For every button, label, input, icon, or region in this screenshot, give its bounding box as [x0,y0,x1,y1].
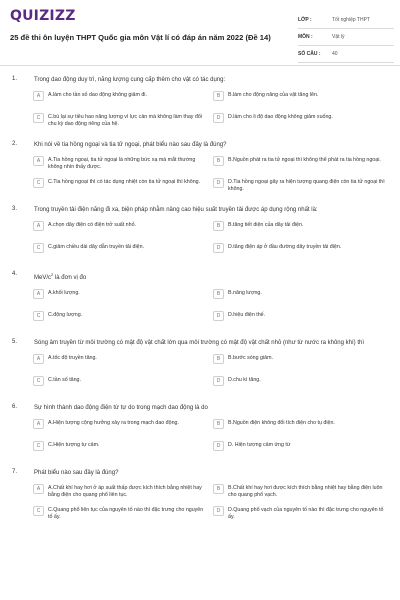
option-letter: D [213,243,224,253]
option-text: A.chọn dây điện có điện trở suất nhỏ. [48,222,136,228]
question-number: 3. [12,206,18,212]
option-b[interactable] [213,419,393,435]
option-letter: B [213,156,224,166]
option-letter: B [213,221,224,231]
question-item [0,404,400,463]
option-letter: A [33,354,44,364]
option-letter: C [33,311,44,321]
option-text: B.Nguồn phát ra tia tử ngoại thì không thể phát ra tia hồng ngoại. [228,157,381,163]
option-letter: C [33,178,44,188]
option-letter: C [33,243,44,253]
question-text [34,271,379,282]
option-grid [0,91,400,135]
option-d[interactable] [213,441,393,457]
question-item [0,141,400,200]
option-a[interactable] [33,354,213,370]
option-d[interactable] [213,376,393,392]
option-text: B.năng lượng. [228,290,262,296]
option-text: D.Quang phổ vạch của nguyên tố nào thì đặc trưng cho nguyên tố ấy. [228,507,384,520]
meta-key: MÔN : [298,34,313,40]
option-letter: B [213,484,224,494]
unit-text: MeV/c [34,275,52,281]
option-b[interactable] [213,156,393,172]
option-text: D.tăng điện áp ở đầu đường dây truyền tải điện. [228,244,342,250]
option-letter: B [213,419,224,429]
question-number: 2. [12,141,18,147]
option-letter: D [213,441,224,451]
question-text: Trong dao động duy trì, năng lượng cung cấp thêm cho vật có tác dụng: [34,77,226,83]
option-letter: C [33,113,44,123]
meta-row-subject [298,29,394,46]
option-text: C.động lượng. [48,312,83,318]
option-grid [0,289,400,333]
option-grid [0,354,400,398]
question-number: 1. [12,76,18,82]
option-text: D. Hiện tượng cảm ứng từ [228,442,291,448]
worksheet-title: 25 đề thi ôn luyện THPT Quốc gia môn Vật lí có đáp án năm 2022 (Đề 14) [10,33,271,42]
option-grid [0,419,400,463]
meta-key: LỚP : [298,17,312,23]
meta-value: 40 [332,51,338,57]
option-text: C.bù lại sự tiêu hao năng lượng vì lực cản mà không làm thay đổi chu kỳ dao động riêng của hệ. [48,114,202,127]
unit-exponent: 2 [51,272,54,277]
option-text: B.tăng tiết diện của dây tải điện. [228,222,304,228]
option-letter: A [33,156,44,166]
option-text: B.Nguồn điện không đổi tích điện cho tụ điện. [228,420,335,426]
option-text: B.bước sóng giảm. [228,355,274,361]
question-item [0,339,400,398]
option-letter: D [213,506,224,516]
question-item [0,271,400,333]
question-text: Phát biểu nào sau đây là đúng? [34,470,119,476]
option-letter: A [33,221,44,231]
option-d[interactable] [213,113,393,129]
option-letter: B [213,91,224,101]
meta-row-class [298,12,394,29]
option-a[interactable] [33,419,213,435]
option-a[interactable] [33,91,213,107]
option-d[interactable] [213,243,393,259]
question-item [0,76,400,135]
option-letter: C [33,506,44,516]
question-list [0,76,400,534]
worksheet-header [0,0,400,66]
option-text: D.làm cho li độ dao động không giảm xuống. [228,114,333,120]
option-d[interactable] [213,311,393,327]
option-c[interactable] [33,243,213,259]
option-letter: A [33,91,44,101]
option-text: C.Quang phổ liên tục của nguyên tố nào thì đặc trưng cho nguyên tố ấy. [48,507,204,520]
option-grid [0,156,400,200]
meta-key: SỐ CÂU : [298,51,321,57]
option-a[interactable] [33,484,213,500]
question-text-tail: là đơn vị đo [53,275,87,281]
option-b[interactable] [213,91,393,107]
option-d[interactable] [213,506,393,522]
meta-row-count [298,46,394,63]
option-letter: C [33,376,44,386]
option-b[interactable] [213,221,393,237]
option-c[interactable] [33,178,213,194]
option-text: B.Chất khí hay hơi được kích thích bằng nhiệt hay bằng điện luôn cho quang phổ vạch. [228,485,383,498]
question-text: Trong truyền tải điện năng đi xa, biện pháp nhằm nâng cao hiệu suất truyền tải được áp dụng rộng nhất là: [34,207,318,213]
meta-value: Tốt nghiệp THPT [332,17,370,23]
option-letter: A [33,289,44,299]
quizizz-logo: QUIZIZZ [10,8,76,24]
option-text: A.Chất khí hay hơi ở áp suất thấp được kích thích bằng nhiệt hay bằng điện cho quang phổ liên tục. [48,485,202,498]
option-letter: C [33,441,44,451]
option-text: D.Tia hồng ngoại gây ra hiện tượng quang điện còn tia tử ngoại thì không. [228,179,385,192]
option-letter: D [213,178,224,188]
option-letter: D [213,113,224,123]
option-text: D.chu kì tăng. [228,377,261,383]
option-letter: A [33,484,44,494]
option-text: A.Hiện tượng cộng hưởng xảy ra trong mạch dao động. [48,420,179,426]
option-text: D.hiệu điện thế. [228,312,266,318]
question-number: 4. [12,271,18,277]
option-letter: D [213,311,224,321]
option-grid [0,484,400,528]
option-c[interactable] [33,376,213,392]
question-number: 7. [12,469,18,475]
meta-value: Vật lý [332,34,345,40]
option-text: A.làm cho tần số dao động không giảm đi. [48,92,147,98]
option-letter: A [33,419,44,429]
option-text: C.tần số tăng. [48,377,81,383]
option-grid [0,221,400,265]
option-text: B.làm cho động năng của vật tăng lên. [228,92,319,98]
option-c[interactable] [33,441,213,457]
question-number: 6. [12,404,18,410]
option-a[interactable] [33,221,213,237]
option-b[interactable] [213,484,393,500]
question-text: Sóng âm truyền từ môi trường có mật độ vật chất lớn qua môi trường có mật độ vật chất nhỏ (như từ nước ra không khí) thì [34,340,364,346]
option-letter: B [213,354,224,364]
option-b[interactable] [213,289,393,305]
option-text: A.tốc độ truyền tăng. [48,355,97,361]
question-number: 5. [12,339,18,345]
option-text: C.giảm chiều dài dây dẫn truyền tải điện. [48,244,144,250]
question-text: Khi nói về tia hồng ngoại và tia tử ngoại, phát biểu nào sau đây là đúng? [34,142,227,148]
option-b[interactable] [213,354,393,370]
option-text: A.Tia hồng ngoại, tia tử ngoại là những bức xạ mà mắt thường không nhìn thấy được. [48,157,196,170]
option-c[interactable] [33,311,213,327]
option-d[interactable] [213,178,393,194]
option-c[interactable] [33,113,213,129]
option-c[interactable] [33,506,213,522]
worksheet-meta [298,12,394,63]
option-letter: B [213,289,224,299]
option-text: C.Tia hồng ngoại thì có tác dụng nhiệt còn tia tử ngoại thì không. [48,179,201,185]
question-item [0,206,400,265]
option-letter: D [213,376,224,386]
option-a[interactable] [33,156,213,172]
question-text: Sự hình thành dao động điện từ tự do trong mạch dao động là do [34,405,208,411]
option-text: A.khối lượng. [48,290,80,296]
option-a[interactable] [33,289,213,305]
question-item [0,469,400,528]
option-text: C.Hiện tượng tự cảm. [48,442,100,448]
